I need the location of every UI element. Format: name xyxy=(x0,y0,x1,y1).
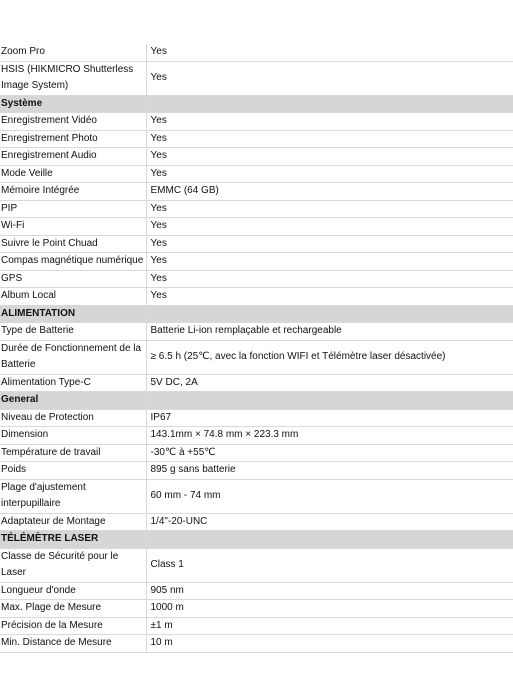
spec-value: 905 nm xyxy=(146,582,513,600)
spec-label: Alimentation Type-C xyxy=(0,374,146,392)
spec-value: ±1 m xyxy=(146,617,513,635)
section-title: General xyxy=(0,392,146,410)
spec-value: Yes xyxy=(146,148,513,166)
section-header-blank xyxy=(146,305,513,323)
spec-row xyxy=(0,130,513,148)
spec-value: 143.1mm × 74.8 mm × 223.3 mm xyxy=(146,427,513,445)
spec-row xyxy=(0,427,513,445)
spec-row xyxy=(0,270,513,288)
spec-row xyxy=(0,44,513,61)
spec-row xyxy=(0,323,513,341)
spec-value: 60 mm - 74 mm xyxy=(146,479,513,513)
section-header-blank xyxy=(146,531,513,549)
spec-value: Yes xyxy=(146,61,513,95)
spec-value: Yes xyxy=(146,130,513,148)
spec-label: Enregistrement Vidéo xyxy=(0,113,146,131)
spec-label: Compas magnétique numérique xyxy=(0,253,146,271)
spec-row xyxy=(0,218,513,236)
spec-value: Yes xyxy=(146,165,513,183)
spec-row xyxy=(0,479,513,513)
spec-row xyxy=(0,340,513,374)
spec-row xyxy=(0,253,513,271)
spec-value: Yes xyxy=(146,253,513,271)
spec-label: Zoom Pro xyxy=(0,44,146,61)
spec-label: Enregistrement Audio xyxy=(0,148,146,166)
spec-value: Yes xyxy=(146,270,513,288)
spec-row xyxy=(0,165,513,183)
spec-value: 1/4"-20-UNC xyxy=(146,513,513,531)
section-header-blank xyxy=(146,95,513,113)
spec-value: Yes xyxy=(146,235,513,253)
spec-row xyxy=(0,288,513,306)
spec-row xyxy=(0,513,513,531)
section-header-row xyxy=(0,95,513,113)
spec-label: Précision de la Mesure xyxy=(0,617,146,635)
spec-label: Mémoire Intégrée xyxy=(0,183,146,201)
spec-value: -30℃ à +55℃ xyxy=(146,444,513,462)
spec-value: Yes xyxy=(146,288,513,306)
spec-label: Longueur d'onde xyxy=(0,582,146,600)
spec-label: HSIS (HIKMICRO Shutterless Image System) xyxy=(0,61,146,95)
section-header-row xyxy=(0,392,513,410)
spec-value: Class 1 xyxy=(146,548,513,582)
spec-row xyxy=(0,148,513,166)
spec-label: Poids xyxy=(0,462,146,480)
spec-row xyxy=(0,600,513,618)
spec-row xyxy=(0,462,513,480)
spec-row xyxy=(0,444,513,462)
spec-label: Température de travail xyxy=(0,444,146,462)
spec-table xyxy=(0,44,513,653)
spec-value: 1000 m xyxy=(146,600,513,618)
spec-row xyxy=(0,113,513,131)
spec-value: 5V DC, 2A xyxy=(146,374,513,392)
spec-row xyxy=(0,374,513,392)
spec-row xyxy=(0,235,513,253)
spec-value: Yes xyxy=(146,113,513,131)
section-header-row xyxy=(0,305,513,323)
spec-label: Wi-Fi xyxy=(0,218,146,236)
spec-label: Suivre le Point Chuad xyxy=(0,235,146,253)
spec-label: Adaptateur de Montage xyxy=(0,513,146,531)
spec-table-body xyxy=(0,44,513,652)
spec-row xyxy=(0,409,513,427)
spec-row xyxy=(0,548,513,582)
spec-value: ≥ 6.5 h (25℃, avec la fonction WIFI et Télémètre laser désactivée) xyxy=(146,340,513,374)
spec-value: 10 m xyxy=(146,635,513,653)
section-header-blank xyxy=(146,392,513,410)
spec-value: Batterie Li-ion remplaçable et rechargeable xyxy=(146,323,513,341)
section-title: Système xyxy=(0,95,146,113)
spec-row xyxy=(0,635,513,653)
spec-label: Plage d'ajustement interpupillaire xyxy=(0,479,146,513)
spec-value: Yes xyxy=(146,44,513,61)
spec-row xyxy=(0,183,513,201)
spec-row xyxy=(0,200,513,218)
section-title: ALIMENTATION xyxy=(0,305,146,323)
spec-label: Type de Batterie xyxy=(0,323,146,341)
spec-value: Yes xyxy=(146,200,513,218)
spec-label: Niveau de Protection xyxy=(0,409,146,427)
spec-label: Min. Distance de Mesure xyxy=(0,635,146,653)
section-title: TÉLÉMÈTRE LASER xyxy=(0,531,146,549)
spec-label: Album Local xyxy=(0,288,146,306)
spec-value: 895 g sans batterie xyxy=(146,462,513,480)
spec-row xyxy=(0,61,513,95)
spec-label: Classe de Sécurité pour le Laser xyxy=(0,548,146,582)
spec-value: IP67 xyxy=(146,409,513,427)
spec-label: Max. Plage de Mesure xyxy=(0,600,146,618)
spec-row xyxy=(0,617,513,635)
spec-value: Yes xyxy=(146,218,513,236)
spec-label: GPS xyxy=(0,270,146,288)
spec-value: EMMC (64 GB) xyxy=(146,183,513,201)
spec-label: Durée de Fonctionnement de la Batterie xyxy=(0,340,146,374)
spec-label: Mode Veille xyxy=(0,165,146,183)
spec-label: PIP xyxy=(0,200,146,218)
section-header-row xyxy=(0,531,513,549)
spec-row xyxy=(0,582,513,600)
spec-label: Dimension xyxy=(0,427,146,445)
spec-label: Enregistrement Photo xyxy=(0,130,146,148)
